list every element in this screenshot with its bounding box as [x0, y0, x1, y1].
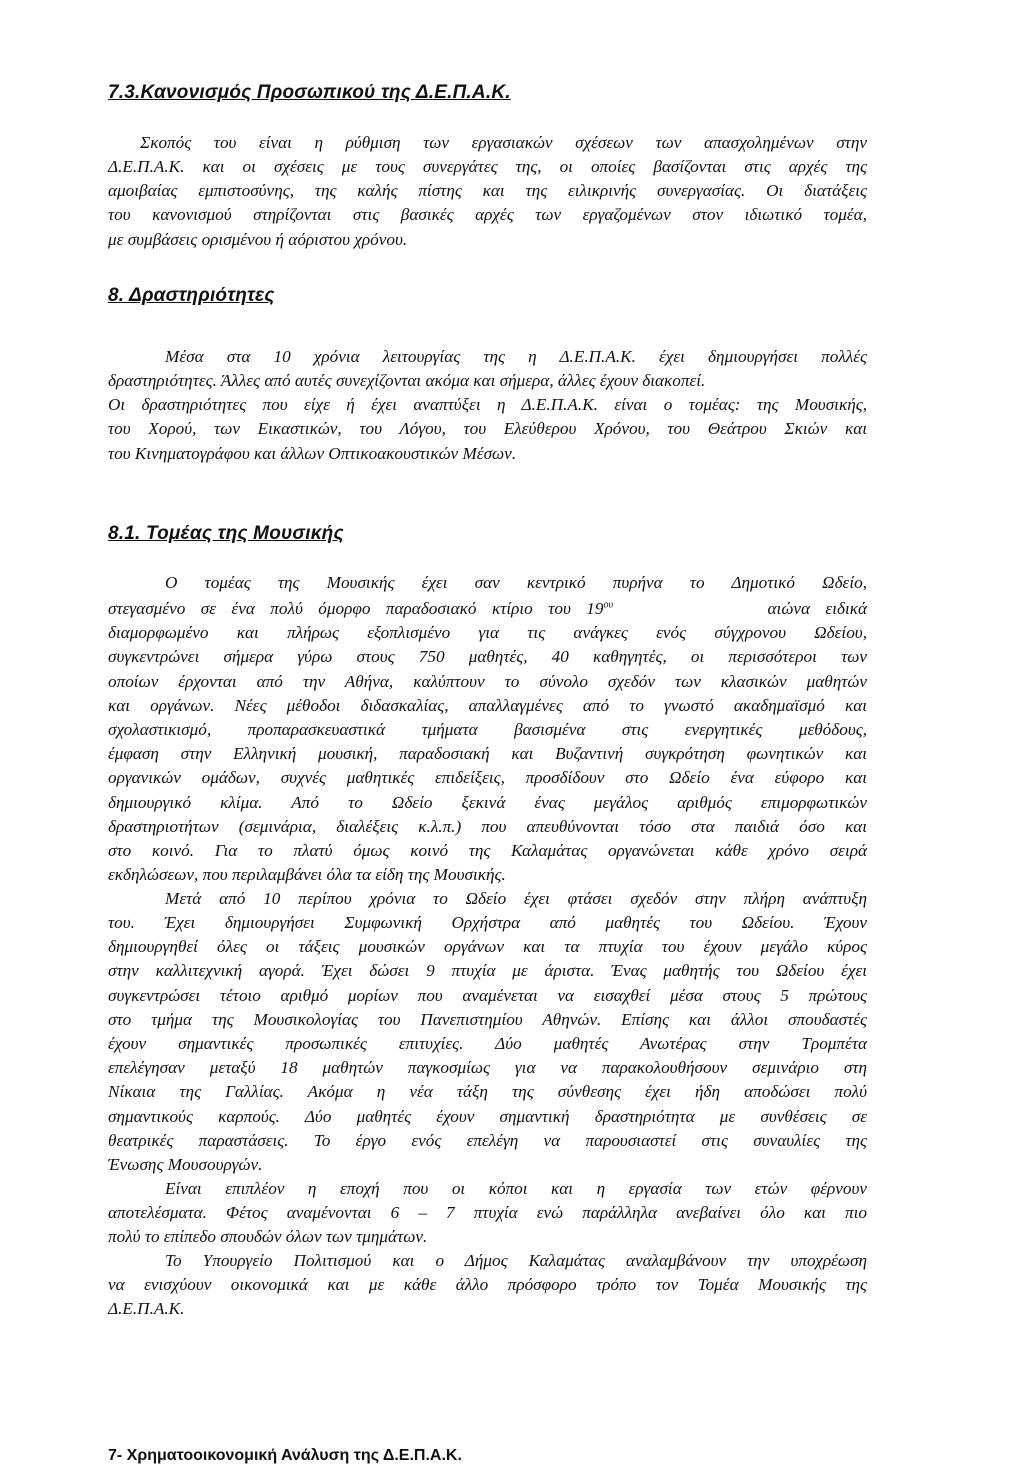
- music-paragraph-3-start: [165, 1177, 867, 1201]
- text-line: Δ.Ε.Π.Α.Κ. και οι σχέσεις με τους συνεργάτες της, οι οποίες βασίζονται στις αρχές της: [108, 157, 867, 176]
- text-line: Δ.Ε.Π.Α.Κ.: [108, 1299, 185, 1319]
- text-line: διαμορφωμένο και πλήρως εξοπλισμένο για τις ανάγκες ενός σύγχρονου Ωδείου,: [108, 623, 867, 643]
- music-paragraph-1-start: [165, 571, 867, 595]
- text-line: Οι δραστηριότητες που είχε ή έχει αναπτύξει η Δ.Ε.Π.Α.Κ. είναι ο τομέας: της Μουσικής,: [108, 395, 867, 415]
- text-line: θεατρικές παραστάσεις. Το έργο ενός επελέγη να παρουσιαστεί στις συναυλίες της: [108, 1130, 867, 1150]
- text-line: να ενισχύουν οικονομικά και με κάθε άλλο πρόσφορο τρόπο τον Τομέα Μουσικής της: [108, 1275, 867, 1294]
- text-fragment: αιώνα ειδικά: [767, 599, 868, 618]
- music-paragraph-2-start: [165, 887, 867, 911]
- text-line: στο κοινό. Για το πλατύ όμως κοινό της Καλαμάτας οργανώνεται κάθε χρόνο σειρά: [108, 841, 867, 861]
- section-7-3-paragraph-cont: [108, 155, 867, 252]
- text-line: εκδηλώσεων, που περιλαμβάνει όλα τα είδη της Μουσικής.: [108, 865, 506, 885]
- music-paragraph-1: [108, 597, 867, 887]
- text-line: στο τμήμα της Μουσικολογίας του Πανεπιστημίου Αθηνών. Επίσης και άλλοι σπουδαστές: [108, 1009, 867, 1029]
- text-line: δημιουργικό κλίμα. Από το Ωδείο ξεκινά ένας μεγάλος αριθμός επιμορφωτικών: [108, 792, 867, 812]
- text-line: του Κινηματογράφου και άλλων Οπτικοακουστικών Μέσων.: [108, 443, 517, 463]
- text-line: σημαντικούς καρπούς. Δύο μαθητές έχουν σημαντική δραστηριότητα με συνθέσεις σε: [108, 1106, 867, 1126]
- section-7-3-paragraph: [140, 131, 867, 155]
- text-line: συγκεντρώνει σήμερα γύρω στους 750 μαθητές, 40 καθηγητές, οι περισσότεροι των: [108, 647, 867, 667]
- text-line: του κανονισμού στηρίζονται στις βασικές αρχές των εργαζομένων στον ιδιωτικό τομέα,: [108, 205, 867, 225]
- text-line: αποτελέσματα. Φέτος αναμένονται 6 – 7 πτυχία ενώ παράλληλα ανεβαίνει όλο και πιο: [108, 1203, 867, 1222]
- text-line: του Χορού, των Εικαστικών, του Λόγου, του Ελεύθερου Χρόνου, του Θεάτρου Σκιών και: [108, 419, 867, 439]
- text-line: Μετά από 10 περίπου χρόνια το Ωδείο έχει φτάσει σχεδόν στην πλήρη ανάπτυξη: [165, 889, 867, 908]
- text-line: Ο τομέας της Μουσικής έχει σαν κεντρικό πυρήνα το Δημοτικό Ωδείο,: [165, 573, 867, 592]
- text-line: στην καλλιτεχνική αγορά. Έχει δώσει 9 πτυχία με άριστα. Ένας μαθητής του Ωδείου έχει: [108, 961, 867, 981]
- text-line: οποίων έρχονται από την Αθήνα, καλύπτουν το σύνολο σχεδόν των κλασικών μαθητών: [108, 671, 867, 691]
- text-line: δραστηριοτήτων (σεμινάρια, διαλέξεις κ.λ.π.) που απευθύνονται τόσο στα παιδιά όσο και: [108, 816, 867, 836]
- text-line: οργανικών ομάδων, συχνές μαθητικές επιδείξεις, προσδίδουν στο Ωδείο ένα εύφορο και: [108, 768, 867, 788]
- text-line: Το Υπουργείο Πολιτισμού και ο Δήμος Καλαμάτας αναλαμβάνουν την υποχρέωση: [165, 1251, 867, 1270]
- text-line: έμφαση στην Ελληνική μουσική, παραδοσιακή και Βυζαντινή συγκρότηση φωνητικών και: [108, 744, 867, 764]
- section-8-heading: 8. Δραστηριότητες: [108, 285, 275, 306]
- section-7-3-heading: 7.3.Κανονισμός Προσωπικού της Δ.Ε.Π.Α.Κ.: [108, 82, 511, 103]
- music-paragraph-2: [108, 911, 867, 1177]
- text-line: έχουν σημαντικές προσωπικές επιτυχίες. Δύο μαθητές Ανωτέρας στην Τρομπέτα: [108, 1034, 867, 1054]
- text-line: αμοιβαίας εμπιστοσύνης, της καλής πίστης και της ειλικρινής συνεργασίας. Οι διατάξεις: [108, 181, 867, 201]
- text-line: πολύ το επίπεδο σπουδών όλων των τμημάτων.: [108, 1227, 428, 1247]
- text-line: [108, 597, 867, 621]
- text-line: Είναι επιπλέον η εποχή που οι κόποι και η εργασία των ετών φέρνουν: [165, 1179, 867, 1198]
- text-line: επελέγησαν μεταξύ 18 μαθητών παγκοσμίως για να παρακολουθήσουν σεμινάριο στη: [108, 1058, 867, 1078]
- text-line: Μέσα στα 10 χρόνια λειτουργίας της η Δ.Ε.Π.Α.Κ. έχει δημιουργήσει πολλές: [165, 347, 867, 366]
- section-8-paragraph-cont: [108, 369, 867, 466]
- music-paragraph-4: [108, 1273, 867, 1321]
- text-line: και οργάνων. Νέες μέθοδοι διδασκαλίας, απαλλαγμένες από το γνωστό ακαδημαϊσμό και: [108, 695, 867, 715]
- text-line: Ένωσης Μουσουργών.: [108, 1155, 263, 1175]
- text-line: του. Έχει δημιουργήσει Συμφωνική Ορχήστρα από μαθητές του Ωδείου. Έχουν: [108, 913, 867, 932]
- text-line: Νίκαια της Γαλλίας. Ακόμα η νέα τάξη της σύνθεσης έχει ήδη αποδώσει πολύ: [108, 1082, 867, 1102]
- text-line: δημιουργηθεί όλες οι τάξεις μουσικών οργάνων και τα πτυχία του έχουν μεγάλο κύρος: [108, 937, 867, 957]
- text-line: συγκεντρώσει τέτοιο αριθμό μορίων που αναμένεται να εισαχθεί μέσα στους 5 πρώτους: [108, 985, 867, 1005]
- music-paragraph-4-start: [165, 1249, 867, 1273]
- page-footer: 7- Χρηματοοικονομική Ανάλυση της Δ.Ε.Π.Α.Κ.: [108, 1447, 462, 1464]
- ordinal-superscript: ου: [603, 599, 614, 611]
- text-line: σχολαστικισμό, προπαρασκευαστικά τμήματα βασισμένα στις ενεργητικές μεθόδους,: [108, 720, 867, 740]
- text-line: Σκοπός του είναι η ρύθμιση των εργασιακών σχέσεων των απασχολημένων στην: [140, 133, 867, 152]
- text-line: δραστηριότητες. Άλλες από αυτές συνεχίζονται ακόμα και σήμερα, άλλες έχουν διακοπεί.: [108, 371, 706, 390]
- section-8-1-heading: 8.1. Τομέας της Μουσικής: [108, 523, 344, 544]
- text-fragment: στεγασμένο σε ένα πολύ όμορφο παραδοσιακό κτίριο του 19: [108, 599, 604, 618]
- music-paragraph-3: [108, 1201, 867, 1249]
- section-8-paragraph: [165, 345, 867, 369]
- text-line: με συμβάσεις ορισμένου ή αόριστου χρόνου.: [108, 229, 408, 249]
